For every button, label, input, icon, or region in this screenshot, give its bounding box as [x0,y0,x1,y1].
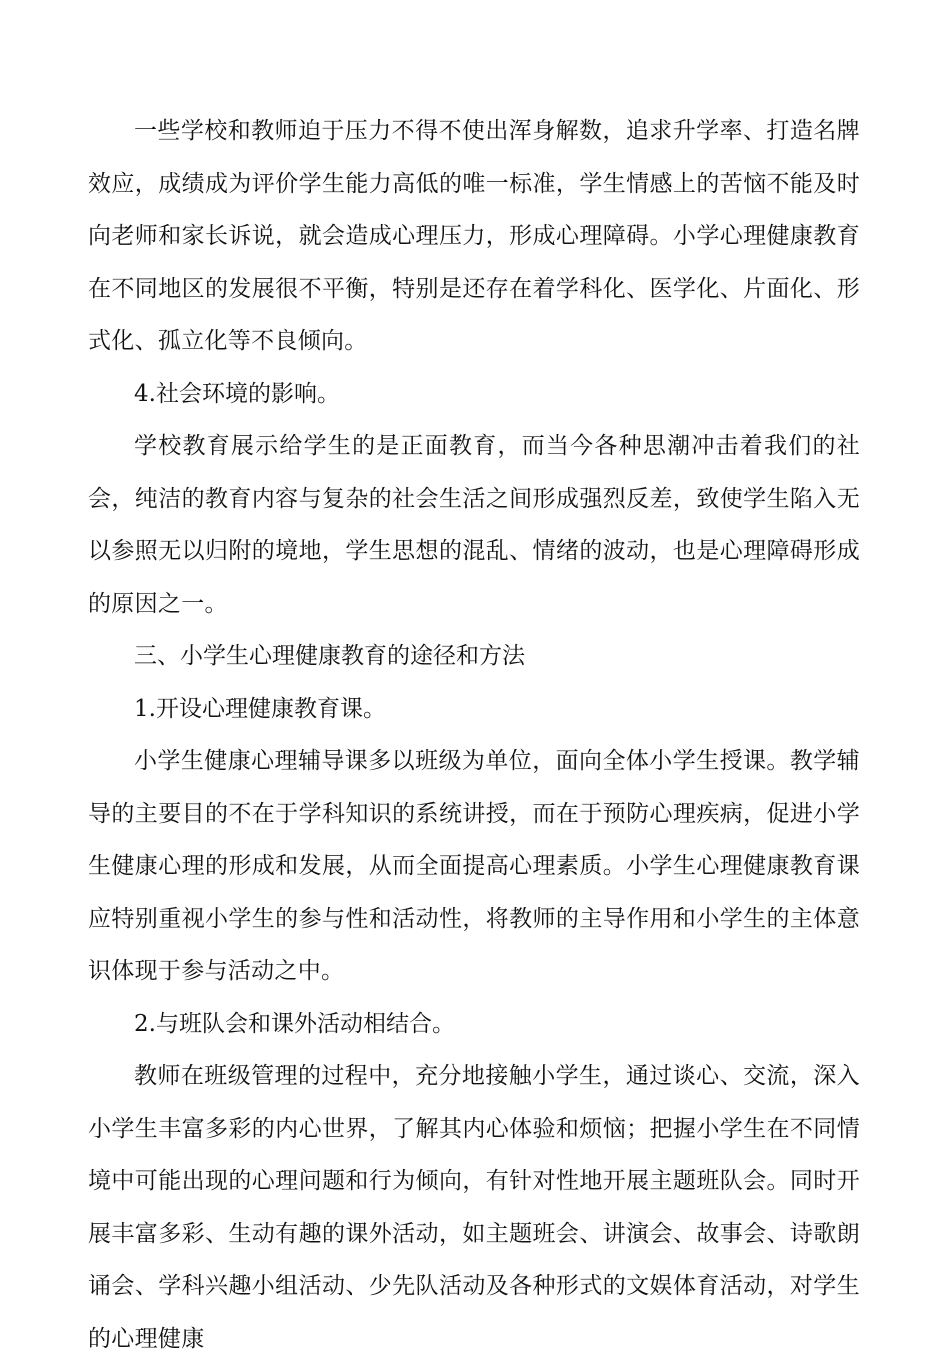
heading-class-activities: 2.与班队会和课外活动相结合。 [134,1010,455,1037]
document-page [88,105,860,1365]
paragraph-class-activities: 教师在班级管理的过程中，充分地接触小学生，通过谈心、交流，深入小学生丰富多彩的内心世界，了解其内心体验和烦恼；把握小学生在不同情境中可能出现的心理问题和行为倾向，有针对性地开展主题班队会。同时开展丰富多彩、生动有趣的课外活动，如主题班会、讲演会、故事会、诗歌朗诵会、学科兴趣小组活动、少先队活动及各种形式的文娱体育活动，对学生的心理健康 [88,1063,860,1352]
paragraph-course: 小学生健康心理辅导课多以班级为单位，面向全体小学生授课。教学辅导的主要目的不在于学科知识的系统讲授，而在于预防心理疾病，促进小学生健康心理的形成和发展，从而全面提高心理素质。小学生心理健康教育课应特别重视小学生的参与性和活动性，将教师的主导作用和小学生的主体意识体现于参与活动之中。 [88,748,860,984]
heading-social-environment: 4.社会环境的影响。 [134,380,340,407]
paragraph-social-environment: 学校教育展示给学生的是正面教育，而当今各种思潮冲击着我们的社会，纯洁的教育内容与复杂的社会生活之间形成强烈反差，致使学生陷入无以参照无以归附的境地，学生思想的混乱、情绪的波动，也是心理障碍形成的原因之一。 [88,433,860,617]
section-title-methods: 三、小学生心理健康教育的途径和方法 [134,643,525,669]
heading-course: 1.开设心理健康教育课。 [134,695,386,722]
paragraph-pressure: 一些学校和教师迫于压力不得不使出浑身解数，追求升学率、打造名牌效应，成绩成为评价学生能力高低的唯一标准，学生情感上的苦恼不能及时向老师和家长诉说，就会造成心理压力，形成心理障碍。小学心理健康教育在不同地区的发展很不平衡，特别是还存在着学科化、医学化、片面化、形式化、孤立化等不良倾向。 [88,118,860,354]
